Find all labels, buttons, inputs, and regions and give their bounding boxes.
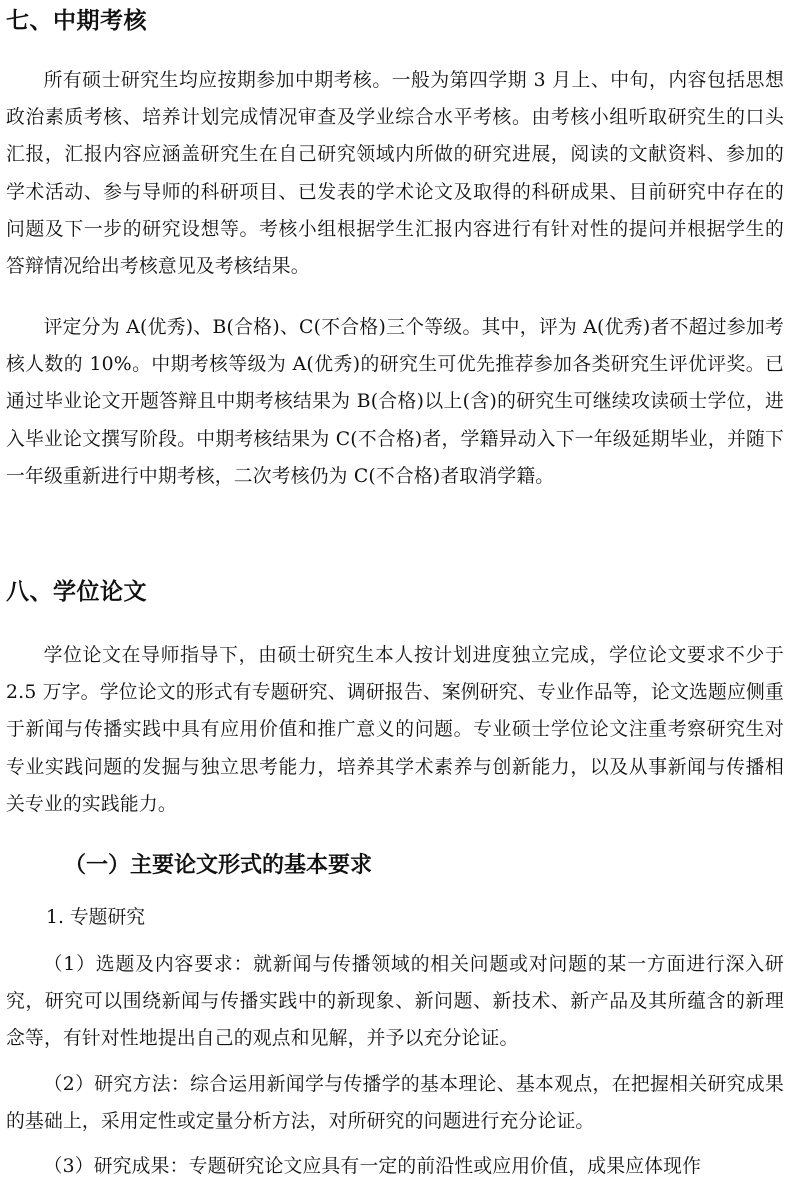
item-1-paragraph-3: （3）研究成果：专题研究论文应具有一定的前沿性或应用价值，成果应体现作 <box>43 1156 702 1177</box>
subsection-1-heading: （一）主要论文形式的基本要求 <box>64 853 373 878</box>
item-1-title: 1. 专题研究 <box>46 907 146 928</box>
section-7-heading: 七、中期考核 <box>6 8 147 34</box>
section-7-paragraph-2: 评定分为 A(优秀)、B(合格)、C(不合格)三个等级。其中，评为 A(优秀)者不超过参加考核人数的 10%。中期考核等级为 A(优秀)的研究生可优先推荐参加各类研究生评优评奖。已通过毕业论文开题答辩且中期考核结果为 B(合格)以上(含)的研究生可继续攻读硕士学位，进入毕业论文撰写阶段。中期考核结果为 C(不合格)者，学籍异动入下一年级延期毕业，并随下一年级重新进行中期考核，二次考核仍为 C(不合格)者取消学籍。 <box>6 317 784 487</box>
section-8-paragraph-1: 学位论文在导师指导下，由硕士研究生本人按计划进度独立完成，学位论文要求不少于 2.5 万字。学位论文的形式有专题研究、调研报告、案例研究、专业作品等，论文选题应侧重于新闻与传播实践中具有应用价值和推广意义的问题。专业硕士学位论文注重考察研究生对专业实践问题的发掘与独立思考能力，培养其学术素养与创新能力，以及从事新闻与传播相关专业的实践能力。 <box>6 645 784 815</box>
item-1-paragraph-1: （1）选题及内容要求：就新闻与传播领域的相关问题或对问题的某一方面进行深入研究，研究可以围绕新闻与传播实践中的新现象、新问题、新技术、新产品及其所蕴含的新理念等，有针对性地提出自己的观点和见解，并予以充分论证。 <box>6 954 784 1050</box>
section-7-paragraph-1: 所有硕士研究生均应按期参加中期考核。一般为第四学期 3 月上、中旬，内容包括思想政治素质考核、培养计划完成情况审查及学业综合水平考核。由考核小组听取研究生的口头汇报，汇报内容应涵盖研究生在自己研究领域内所做的研究进展，阅读的文献资料、参加的学术活动、参与导师的科研项目、已发表的学术论文及取得的科研成果、目前研究中存在的问题及下一步的研究设想等。考核小组根据学生汇报内容进行有针对性的提问并根据学生的答辩情况给出考核意见及考核结果。 <box>6 70 784 278</box>
item-1-paragraph-2: （2）研究方法：综合运用新闻学与传播学的基本理论、基本观点，在把握相关研究成果的基础上，采用定性或定量分析方法，对所研究的问题进行充分论证。 <box>6 1074 784 1133</box>
section-8-heading: 八、学位论文 <box>6 579 147 605</box>
